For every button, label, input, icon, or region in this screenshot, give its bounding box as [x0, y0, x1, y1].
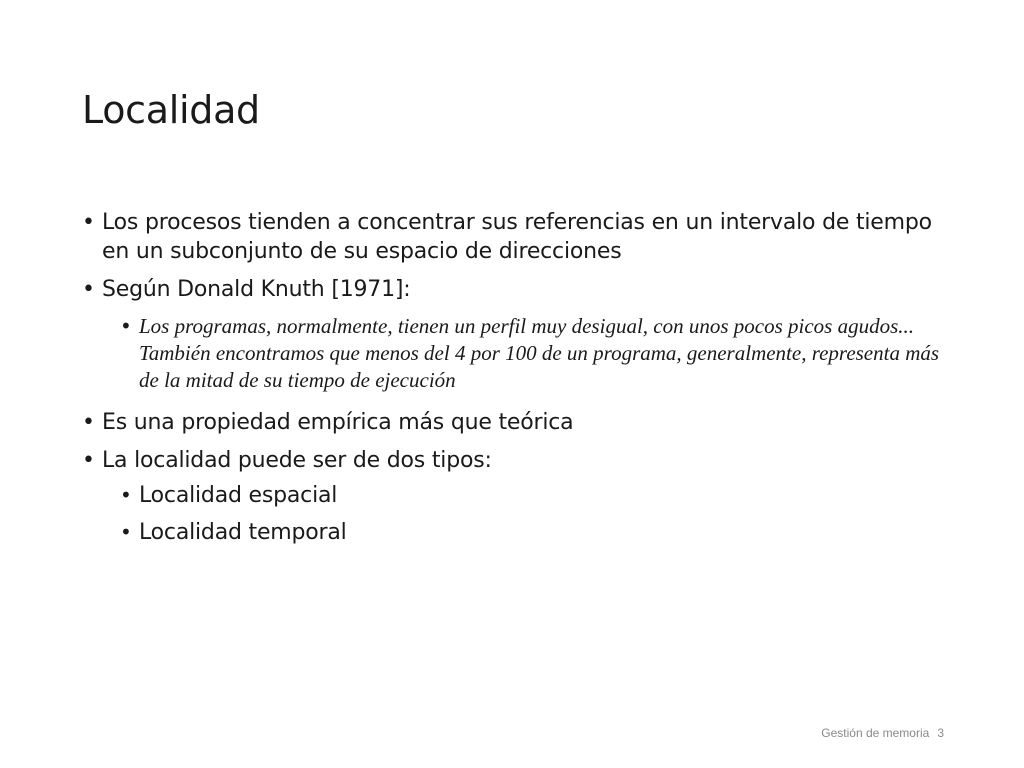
bullet-types: • La localidad puede ser de dos tipos: — [82, 446, 942, 475]
bullet-empirical: • Es una propiedad empírica más que teórica — [82, 408, 942, 437]
subbullet-spatial: • Localidad espacial — [82, 482, 942, 509]
slide-footer — [821, 726, 944, 740]
slide-content — [82, 208, 942, 553]
footer-label: Gestión de memoria — [821, 726, 930, 740]
knuth-quote: • Los programas, normalmente, tienen un perfil muy desigual, con unos pocos picos agudos... También encontramos que menos del 4 por 100 de un programa, generalmente, representa más de la mitad de su tiempo de ejecución — [82, 313, 942, 394]
bullet-knuth: • Según Donald Knuth [1971]: — [82, 275, 942, 304]
slide-title: Localidad — [82, 88, 260, 132]
bullet-processes: • Los procesos tienden a concentrar sus referencias en un intervalo de tiempo en un subconjunto de su espacio de direcciones — [82, 208, 942, 266]
page-number: 3 — [937, 726, 944, 740]
subbullet-temporal: • Localidad temporal — [82, 519, 942, 546]
